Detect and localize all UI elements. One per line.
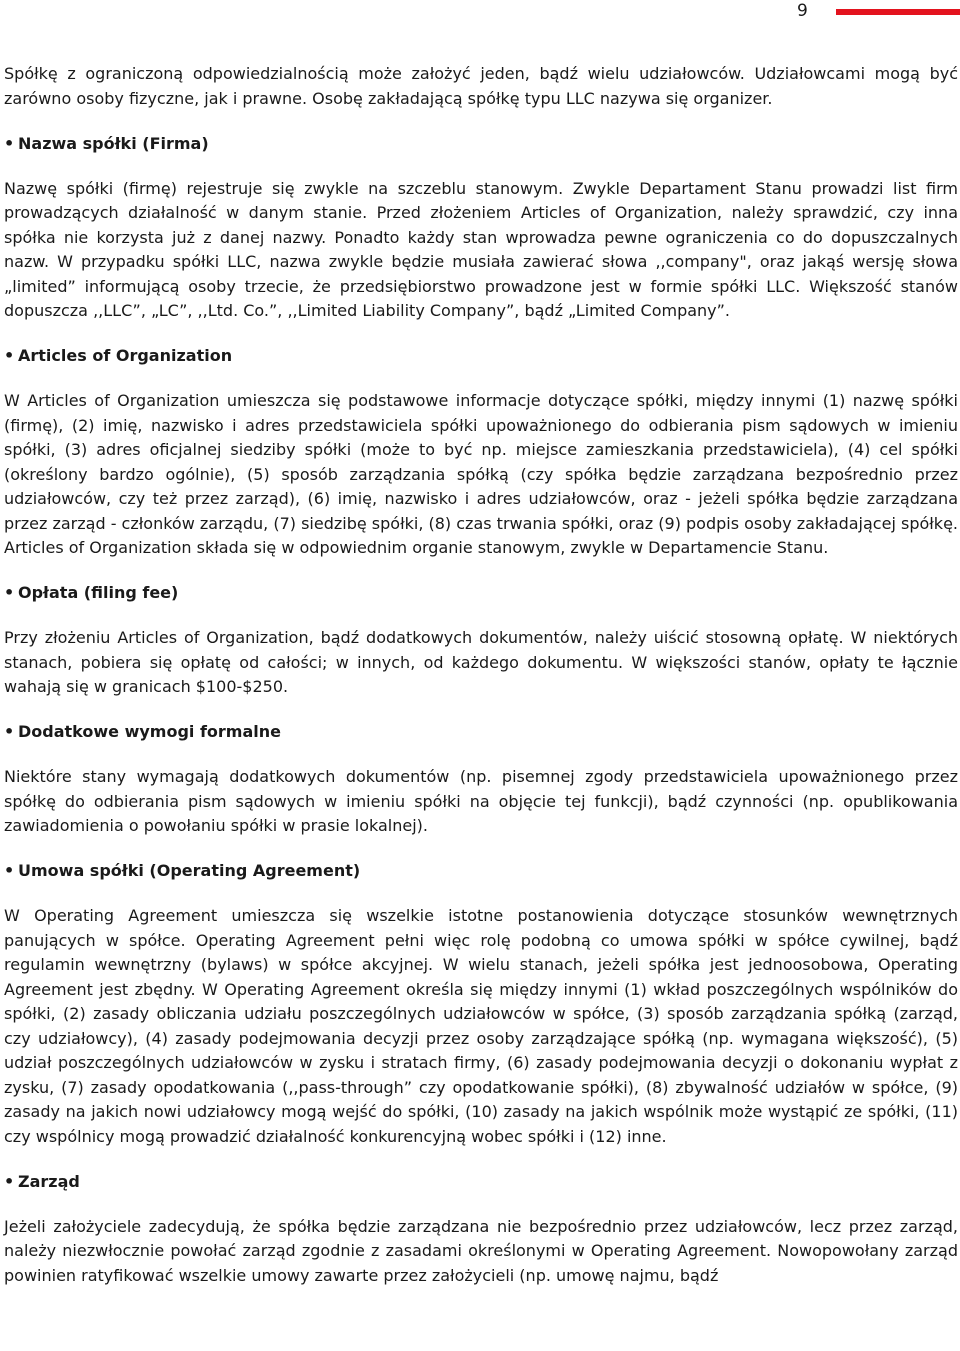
intro-paragraph: Spółkę z ograniczoną odpowiedzialnością może założyć jeden, bądź wielu udziałowców. Udziałowcami mogą być zarówno osoby fizyczne, jak i prawne. Osobę zakładającą spółkę typu LLC nazywa się organizer. [4,64,958,108]
section-heading-wymogi [4,720,958,745]
bullet-icon: • [4,1171,15,1191]
section-heading-label: Dodatkowe wymogi formalne [18,722,281,741]
section-paragraph-oplata: Przy złożeniu Articles of Organization, bądź dodatkowych dokumentów, należy uiścić stosowną opłatę. W niektórych stanach, pobiera się opłatę od całości; w innych, od każdego dokumentu. W większości stanów, opłaty te łącznie wahają się w granicach $100-$250. [4,628,958,696]
section-heading-nazwa [4,132,958,157]
section-heading-label: Umowa spółki (Operating Agreement) [18,861,361,880]
section-heading-label: Nazwa spółki (Firma) [18,133,209,153]
bullet-icon: • [4,861,15,880]
section-heading-label: Zarząd [18,1171,80,1191]
section-heading-oplata [4,581,958,606]
section-paragraph-wymogi: Niektóre stany wymagają dodatkowych dokumentów (np. pisemnej zgody przedstawiciela upoważnionego przez spółkę do odbierania pism sądowych w imieniu spółki na objęcie tej funkcji), bądź czynności (np. opublikowania zawiadomienia o powołaniu spółki w prasie lokalnej). [4,767,958,835]
section-paragraph-umowa: W Operating Agreement umieszcza się wszelkie istotne postanowienia dotyczące stosunków wewnętrznych panujących w spółce. Operating Agreement pełni więc rolę podobną co umowa spółki w spółce cywilnej, bądź regulamin wewnętrzny (bylaws) w spółce akcyjnej. W wielu stanach, jeżeli spółka jest jednoosobowa, Operating Agreement jest zbędny. W Operating Agreement określa się między innymi (1) wkład poszczególnych wspólników do spółki, (2) zasady obliczania udziału poszczególnych udziałowców w spółce, (3) sposób zarządzania spółką (zarząd, czy udziałowcy), (4) zasady podejmowania decyzji przez osoby zarządzające spółką (np. wymagana większość), (5) udział poszczególnych udziałowców w zysku i stratach firmy, (6) zasady podejmowania decyzji o dokonaniu wypłat z zysku, (7) zasady opodatkowania (,,pass-through” czy opodatkowanie spółki), (8) zbywalność udziałów w spółce, (9) zasady na jakich nowi udziałowcy mogą wejść do spółki, (10) zasady na jakich wspólnik może wystąpić ze spółki, (11) czy wspólnicy mogą prowadzić działalność konkurencyjną wobec spółki i (12) inne. [4,906,958,1146]
section-heading-umowa [4,859,958,884]
section-paragraph-nazwa: Nazwę spółki (firmę) rejestruje się zwykle na szczeblu stanowym. Zwykle Departament Stanu prowadzi list firm prowadzących działalność w danym stanie. Przed złożeniem Articles of Organization, należy sprawdzić, czy inna spółka nie korzysta już z danej nazwy. Ponadto każdy stan wprowadza pewne ograniczenia co do dopuszczalnych nazw. W przypadku spółki LLC, nazwa zwykle będzie musiała zawierać słowa ,,company", oraz jakąś wersję słowa „limited” informującą osoby trzecie, że przedsiębiorstwo prowadzone jest w formie spółki LLC. Większość stanów dopuszcza ,,LLC”, „LC”, ,,Ltd. Co.”, ,,Limited Liability Company”, bądź „Limited Company”. [4,178,958,320]
section-paragraph-articles: W Articles of Organization umieszcza się podstawowe informacje dotyczące spółki, między innymi (1) nazwę spółki (firmę), (2) imię, nazwisko i adres przedstawiciela spółki upoważnionego do odbierania pism sądowych w imieniu spółki, (3) adres oficjalnej siedziby spółki (może to być np. miejsce zamieszkania przedstawiciela), (4) cel spółki (określony bardzo ogólnie), (5) sposób zarządzania spółką (czy spółka będzie zarządzana bezpośrednio przez udziałowców, czy też przez zarząd), (6) imię, nazwisko i adres udziałowców, oraz - jeżeli spółka będzie zarządzana przez zarząd - członków zarządu, (7) siedzibę spółki, (8) czas trwania spółki, oraz (9) podpis osoby zakładającej spółkę. Articles of Organization składa się w odpowiednim organie stanowym, zwykle w Departamencie Stanu. [4,391,958,557]
bullet-icon: • [4,583,15,602]
section-paragraph-zarzad: Jeżeli założyciele zadecydują, że spółka będzie zarządzana nie bezpośrednio przez udziałowców, lecz przez zarząd, należy niezwłocznie powołać zarząd zgodnie z zasadami określonymi w Operating Agreement. Nowopowołany zarząd powinien ratyfikować wszelkie umowy zawarte przez założycieli (np. umowę najmu, bądź [4,1216,958,1285]
section-heading-zarzad [4,1170,958,1195]
header-accent-bar [836,9,960,15]
page-number: 9 [797,1,808,21]
section-heading-articles [4,344,958,369]
document-body [4,62,958,1288]
bullet-icon: • [4,722,15,741]
section-heading-label: Articles of Organization [18,346,233,365]
section-heading-label: Opłata (filing fee) [18,583,179,602]
bullet-icon: • [4,346,15,365]
bullet-icon: • [4,133,15,153]
